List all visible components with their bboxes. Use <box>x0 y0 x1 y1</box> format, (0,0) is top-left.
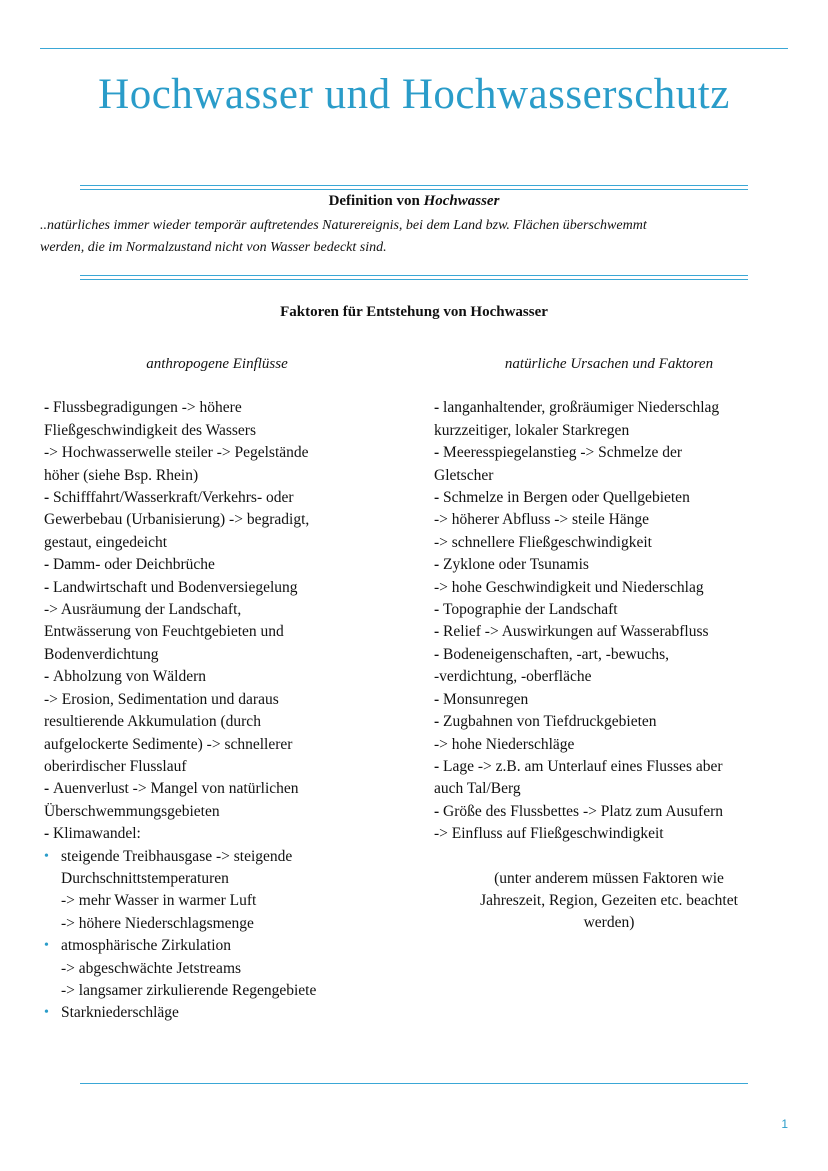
list-item: - Landwirtschaft und Bodenversiegelung <box>44 578 298 596</box>
note-line: Jahreszeit, Region, Gezeiten etc. beachtet <box>480 891 738 909</box>
factors-title: Faktoren für Entstehung von Hochwasser <box>280 304 548 320</box>
list-item: - Schifffahrt/Wasserkraft/Verkehrs- oder <box>44 489 294 507</box>
definition-bottom-rule <box>80 275 748 280</box>
list-item: - Damm- oder Deichbrüche <box>44 556 215 574</box>
list-item: - Lage -> z.B. am Unterlauf eines Flusses aber <box>434 757 723 775</box>
list-item: Bodenverdichtung <box>44 645 159 663</box>
bottom-rule <box>80 1083 748 1084</box>
list-item: - Schmelze in Bergen oder Quellgebieten <box>434 489 690 507</box>
list-item: Gletscher <box>434 466 494 484</box>
list-item: auch Tal/Berg <box>434 780 521 798</box>
list-item: - Abholzung von Wäldern <box>44 668 207 686</box>
list-item: -> hohe Niederschläge <box>434 735 575 753</box>
anthropogenic-title: anthropogene Einflüsse <box>146 356 288 372</box>
list-item: -> abgeschwächte Jetstreams <box>61 959 242 977</box>
list-item: - Zugbahnen von Tiefdruckgebieten <box>434 713 657 731</box>
definition-heading <box>0 193 828 210</box>
list-item: gestaut, eingedeicht <box>44 533 168 551</box>
list-item: Fließgeschwindigkeit des Wassers <box>44 421 256 439</box>
list-item: - Bodeneigenschaften, -art, -bewuchs, <box>434 645 670 663</box>
list-item: -> höherer Abfluss -> steile Hänge <box>434 511 650 529</box>
top-rule <box>40 48 788 49</box>
page-title: Hochwasser und Hochwasserschutz <box>98 71 730 118</box>
list-item: kurzzeitiger, lokaler Starkregen <box>434 421 630 439</box>
anthropogenic-column <box>44 353 394 1025</box>
list-item: - Topographie der Landschaft <box>434 601 618 619</box>
list-item: - Klimawandel: <box>44 825 141 843</box>
bullet-dot-icon: • <box>44 1005 49 1021</box>
list-item: • atmosphärische Zirkulation <box>44 935 394 957</box>
list-item: -> Einfluss auf Fließgeschwindigkeit <box>434 825 664 843</box>
list-item: -> mehr Wasser in warmer Luft <box>61 892 257 910</box>
list-item: -> langsamer zirkulierende Regengebiete <box>61 981 317 999</box>
list-item: Überschwemmungsgebieten <box>44 802 220 820</box>
list-item: - Größe des Flussbettes -> Platz zum Ausufern <box>434 802 723 820</box>
list-item: -> höhere Niederschlagsmenge <box>61 914 254 932</box>
definition-heading-term: Hochwasser <box>423 193 500 209</box>
list-item: -> Ausräumung der Landschaft, <box>44 601 242 619</box>
list-item: -> hohe Geschwindigkeit und Niederschlag <box>434 578 704 596</box>
definition-line: werden, die im Normalzustand nicht von Wasser bedeckt sind. <box>40 240 387 255</box>
list-item: Entwässerung von Feuchtgebieten und <box>44 623 284 641</box>
list-item: oberirdischer Flusslauf <box>44 757 187 775</box>
list-item: -> schnellere Fließgeschwindigkeit <box>434 533 652 551</box>
natural-title: natürliche Ursachen und Faktoren <box>504 356 714 372</box>
natural-column <box>434 353 794 935</box>
list-item: - Auenverlust -> Mangel von natürlichen <box>44 780 299 798</box>
natural-note <box>434 868 784 935</box>
list-item: - Zyklone oder Tsunamis <box>434 556 589 574</box>
definition-heading-prefix: Definition von <box>328 193 420 209</box>
list-item: -> Hochwasserwelle steiler -> Pegelstände <box>44 444 309 462</box>
list-item: Durchschnittstemperaturen <box>61 869 229 887</box>
list-item: • Starkniederschläge <box>44 1002 394 1024</box>
definition-top-rule <box>80 185 748 190</box>
list-item: Gewerbebau (Urbanisierung) -> begradigt, <box>44 511 310 529</box>
list-item: - Flussbegradigungen -> höhere <box>44 399 242 417</box>
bullet-dot-icon: • <box>44 938 49 954</box>
page-number: 1 <box>781 1117 788 1131</box>
list-item: • steigende Treibhausgase -> steigende <box>44 846 394 868</box>
list-item: - Monsunregen <box>434 690 529 708</box>
list-item: - langanhaltender, großräumiger Niederschlag <box>434 399 720 417</box>
definition-text <box>40 215 788 259</box>
note-line: werden) <box>583 914 635 932</box>
list-item: - Relief -> Auswirkungen auf Wasserabfluss <box>434 623 709 641</box>
list-item: - Meeresspiegelanstieg -> Schmelze der <box>434 444 683 462</box>
list-item: -verdichtung, -oberfläche <box>434 668 592 686</box>
list-item: -> Erosion, Sedimentation und daraus <box>44 690 279 708</box>
list-item: resultierende Akkumulation (durch <box>44 713 261 731</box>
definition-line: ..natürliches immer wieder temporär auftretendes Naturereignis, bei dem Land bzw. Flächen überschwemmt <box>40 218 647 233</box>
note-line: (unter anderem müssen Faktoren wie <box>494 869 724 887</box>
list-item: höher (siehe Bsp. Rhein) <box>44 466 199 484</box>
list-item: aufgelockerte Sedimente) -> schnellerer <box>44 735 293 753</box>
bullet-dot-icon: • <box>44 848 49 864</box>
